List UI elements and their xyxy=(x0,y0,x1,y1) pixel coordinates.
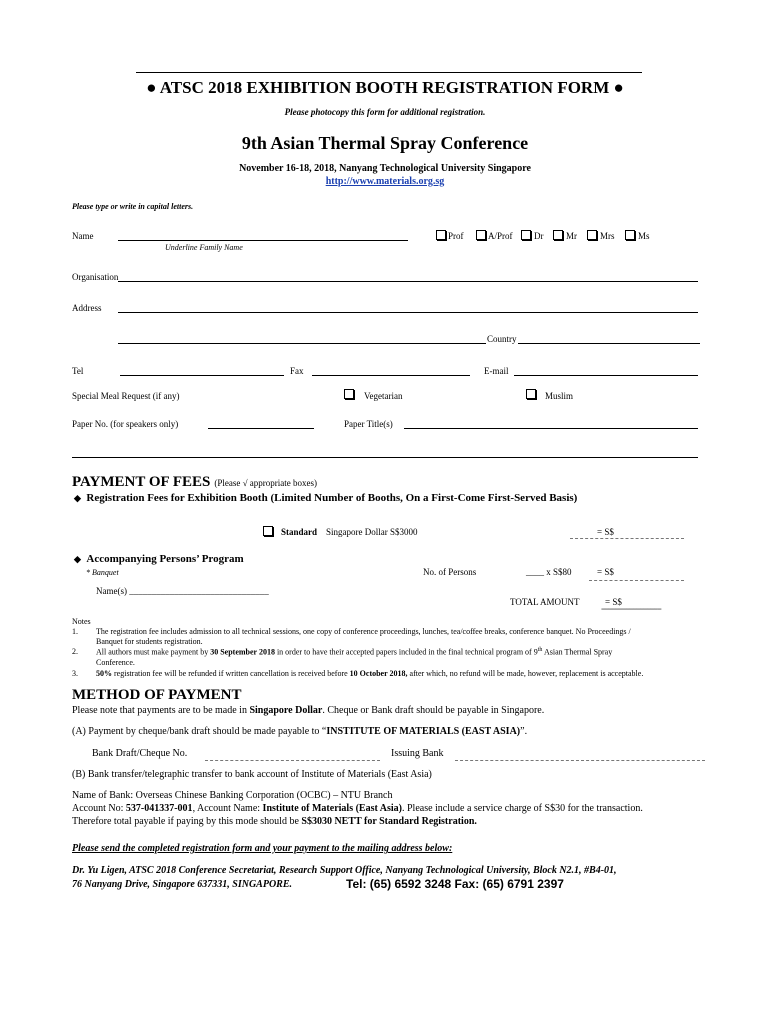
cheque-payable: (A) Payment by cheque/bank draft should be made payable to “INSTITUTE OF MATERIALS (EAST ASIA)”. xyxy=(72,726,528,737)
standard-price: Singapore Dollar S$3000 xyxy=(326,527,418,537)
paper-no-label: Paper No. (for speakers only) xyxy=(72,419,179,429)
mailing-address-1: Dr. Yu Ligen, ATSC 2018 Conference Secretariat, Research Support Office, Nanyang Technological University, Block N2.1, #B4-01, xyxy=(72,865,617,876)
account-line: Account No: 537-041337-001, Account Name: Institute of Materials (East Asia). Please include a service charge of S$30 for the transaction. xyxy=(72,803,643,814)
payment-heading: METHOD OF PAYMENT xyxy=(72,687,242,703)
vegetarian-label: Vegetarian xyxy=(364,391,403,401)
total-label: TOTAL AMOUNT xyxy=(510,597,580,607)
tel-label: Tel xyxy=(72,366,84,376)
paper-no-field[interactable] xyxy=(208,428,314,429)
note-2-text-2: Conference. xyxy=(96,658,135,667)
banquet-label: * Banquet xyxy=(86,568,119,577)
title-mrs-checkbox[interactable] xyxy=(587,230,597,240)
payment-intro: Please note that payments are to be made in Singapore Dollar. Cheque or Bank draft should be payable in Singapore. xyxy=(72,705,545,716)
conference-title: 9th Asian Thermal Spray Conference xyxy=(241,133,529,153)
email-field[interactable] xyxy=(514,375,698,376)
muslim-checkbox[interactable] xyxy=(526,389,536,399)
title-ms-checkbox[interactable] xyxy=(625,230,635,240)
website-link[interactable]: http://www.materials.org.sg xyxy=(325,176,445,187)
country-field[interactable] xyxy=(518,343,700,344)
name-field[interactable] xyxy=(118,240,408,241)
fees-heading: PAYMENT OF FEES xyxy=(72,474,211,490)
top-rule xyxy=(136,72,642,73)
title-prof-label: Prof xyxy=(448,231,464,241)
title-dr-checkbox[interactable] xyxy=(521,230,531,240)
address-label: Address xyxy=(72,303,102,313)
fees-heading-note: (Please √ appropriate boxes) xyxy=(214,478,318,488)
country-label: Country xyxy=(487,334,517,344)
fax-field[interactable] xyxy=(312,375,470,376)
issuing-bank-label: Issuing Bank xyxy=(391,748,444,759)
draft-label: Bank Draft/Cheque No. xyxy=(92,748,188,759)
accompany-bullet: ◆ Accompanying Persons’ Program xyxy=(74,553,244,565)
muslim-label: Muslim xyxy=(545,391,574,401)
persons-label: No. of Persons xyxy=(423,567,477,577)
name-label: Name xyxy=(72,231,94,241)
organisation-label: Organisation xyxy=(72,272,119,282)
total-payable-line: Therefore total payable if paying by this mode should be S$3030 NETT for Standard Registration. xyxy=(72,816,477,827)
persons-price: ____ x S$80 xyxy=(526,567,572,577)
underline-note: Underline Family Name xyxy=(165,243,243,252)
date-venue: November 16-18, 2018, Nanyang Technological University Singapore xyxy=(239,163,531,174)
address-field-1[interactable] xyxy=(118,312,698,313)
note-3-text: 50% registration fee will be refunded if written cancellation is received before 10 October 2018, after which, no refund will be made, however, replacement is acceptable. xyxy=(96,669,644,678)
title-mr-label: Mr xyxy=(566,231,577,241)
title-mr-checkbox[interactable] xyxy=(553,230,563,240)
address-field-2[interactable] xyxy=(118,343,486,344)
standard-equals: = S$ xyxy=(597,527,614,537)
booth-bullet: ◆ Registration Fees for Exhibition Booth (Limited Number of Booths, On a First-Come First-Served Basis) xyxy=(74,492,578,504)
standard-checkbox[interactable] xyxy=(263,526,273,536)
vegetarian-checkbox[interactable] xyxy=(344,389,354,399)
note-1-text-2: Banquet for students registration. xyxy=(96,637,203,646)
tel-field[interactable] xyxy=(120,375,284,376)
names-field[interactable]: Name(s) _______________________________ xyxy=(96,586,269,596)
banquet-amount-field[interactable] xyxy=(589,580,684,581)
paper-title-field[interactable] xyxy=(404,428,698,429)
standard-amount-field[interactable] xyxy=(570,538,684,539)
title-ms-label: Ms xyxy=(638,231,650,241)
bank-name: Name of Bank: Overseas Chinese Banking Corporation (OCBC) – NTU Branch xyxy=(72,790,393,801)
note-1-text: The registration fee includes admission to all technical sessions, one copy of conference proceedings, lunches, tea/coffee breaks, conference banquet. No Proceedings / xyxy=(96,627,631,636)
title-dr-label: Dr xyxy=(534,231,544,241)
mailing-instruction: Please send the completed registration form and your payment to the mailing address below: xyxy=(72,843,453,854)
note-1-num: 1. xyxy=(72,627,78,636)
meal-label: Special Meal Request (if any) xyxy=(72,391,180,401)
title-mrs-label: Mrs xyxy=(600,231,615,241)
paper-title-field-2[interactable] xyxy=(72,457,698,458)
title-prof-checkbox[interactable] xyxy=(436,230,446,240)
paper-title-label: Paper Title(s) xyxy=(344,419,393,429)
website-link-wrap xyxy=(120,176,650,187)
email-label: E-mail xyxy=(484,366,509,376)
capital-letters-note: Please type or write in capital letters. xyxy=(72,202,194,211)
form-title: ● ATSC 2018 EXHIBITION BOOTH REGISTRATION FORM ● xyxy=(146,78,624,97)
transfer-line: (B) Bank transfer/telegraphic transfer to bank account of Institute of Materials (East Asia) xyxy=(72,769,432,780)
organisation-field[interactable] xyxy=(118,281,698,282)
mailing-address-2: 76 Nanyang Drive, Singapore 637331, SINGAPORE. xyxy=(72,879,293,890)
note-2-text: All authors must make payment by 30 September 2018 in order to have their accepted papers included in the final technical program of 9th Asian Thermal Spray xyxy=(96,647,613,657)
notes-title: Notes xyxy=(72,617,91,626)
fax-label: Fax xyxy=(290,366,304,376)
standard-label: Standard xyxy=(281,527,318,537)
note-2-num: 2. xyxy=(72,647,78,656)
title-aprof-label: A/Prof xyxy=(488,231,513,241)
total-equals: = S$ xyxy=(605,597,622,607)
issuing-bank-field[interactable] xyxy=(455,760,705,761)
total-amount-field[interactable]: ================= xyxy=(601,605,661,614)
draft-field[interactable] xyxy=(205,760,380,761)
contact-numbers: Tel: (65) 6592 3248 Fax: (65) 6791 2397 xyxy=(346,877,564,891)
photocopy-note: Please photocopy this form for additional registration. xyxy=(284,107,486,117)
fees-heading-wrap xyxy=(72,473,317,491)
note-3-num: 3. xyxy=(72,669,78,678)
title-aprof-checkbox[interactable] xyxy=(476,230,486,240)
banquet-equals: = S$ xyxy=(597,567,614,577)
